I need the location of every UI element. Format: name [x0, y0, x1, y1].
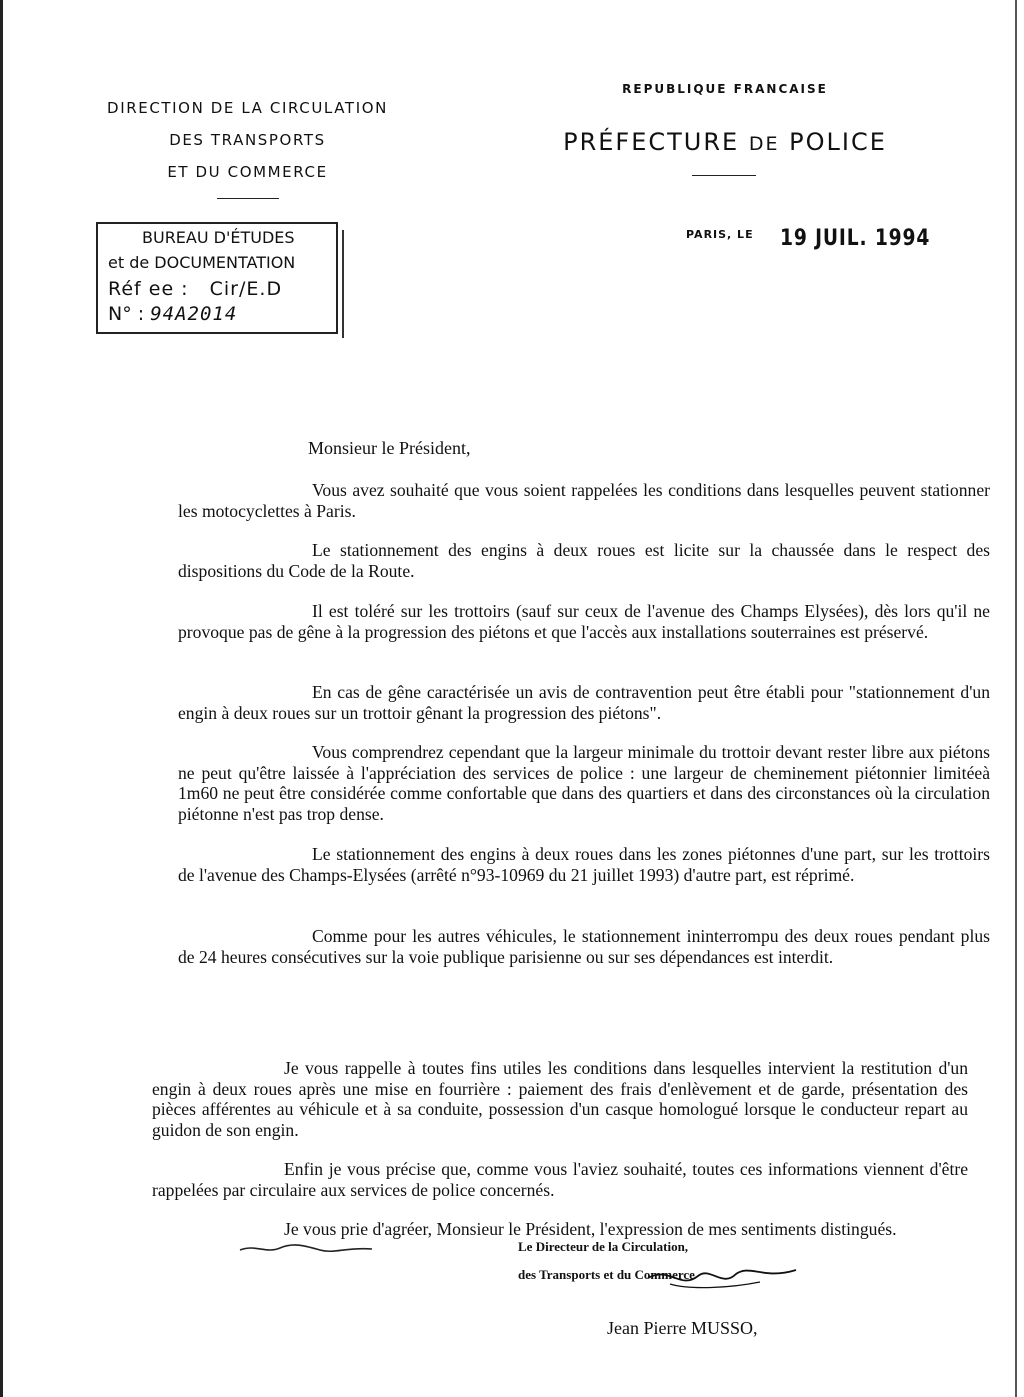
closing-flourish	[236, 1238, 376, 1256]
letter-date: 19 JUIL. 1994	[780, 226, 931, 251]
date-label: PARIS, LE	[686, 228, 754, 241]
paragraph-8	[152, 1058, 968, 1140]
paragraph-4	[178, 682, 990, 723]
paragraph-3-text: Il est toléré sur les trottoirs (sauf sur ceux de l'avenue des Champs Elysées), dès lors qu'il ne provoque pas de gêne à la progression des piétons et que l'accès aux installations souterraines est préservé.	[178, 601, 990, 642]
signatory-title-1: Le Directeur de la Circulation,	[518, 1239, 689, 1254]
prefecture-title	[520, 128, 930, 156]
paragraph-5	[178, 742, 990, 824]
stamp-no-value: 94A2014	[150, 303, 238, 325]
paragraph-4-text: En cas de gêne caractérisée un avis de contravention peut être établi pour "stationnement d'un engin à deux roues sur un trottoir gênant la progression des piétons".	[178, 682, 990, 723]
issuing-department	[70, 92, 425, 199]
signatory-name: Jean Pierre MUSSO,	[607, 1318, 758, 1338]
department-rule	[217, 198, 279, 199]
department-line-1: DIRECTION DE LA CIRCULATION	[107, 99, 388, 117]
stamp-reference	[108, 278, 328, 303]
stamp-number	[108, 303, 328, 328]
police-word: POLICE	[789, 128, 887, 156]
republic-header: REPUBLIQUE FRANCAISE	[622, 82, 828, 96]
signatory-title-2: des Transports et du Commerce	[518, 1267, 695, 1282]
prefecture-rule	[692, 175, 756, 176]
paragraph-9-text: Enfin je vous précise que, comme vous l'aviez souhaité, toutes ces informations viennent d'être rappelées par circulaire aux services de police concernés.	[152, 1159, 968, 1200]
paragraph-7	[178, 926, 990, 967]
paragraph-7-text: Comme pour les autres véhicules, le stationnement ininterrompu des deux roues pendant plus de 24 heures consécutives sur la voie publique parisienne ou sur ses dépendances est interdit.	[178, 926, 990, 967]
stamp-ref-value: Cir/E.D	[209, 278, 283, 300]
stamp-office: BUREAU D'ÉTUDES	[142, 228, 295, 247]
stamp-shadow	[336, 230, 344, 338]
paragraph-3	[178, 601, 990, 642]
paragraph-1-text: Vous avez souhaité que vous soient rappelées les conditions dans lesquelles peuvent stationner les motocyclettes à Paris.	[178, 480, 990, 521]
paragraph-9	[152, 1159, 968, 1200]
department-line-3: ET DU COMMERCE	[167, 163, 328, 181]
prefecture-word: PRÉFECTURE	[563, 128, 740, 156]
stamp-no-label: N° :	[108, 303, 145, 325]
paragraph-1	[178, 480, 990, 521]
stamp-office-2: et de DOCUMENTATION	[108, 253, 296, 272]
stamp-ref-label: Réf ee :	[108, 278, 189, 300]
paragraph-5-text: Vous comprendrez cependant que la largeur minimale du trottoir devant rester libre aux piétons ne peut qu'être laissée à l'appréciation des services de police : une largeur de cheminement piétonnier limitéeà 1m60 ne peut être considérée comme confortable que dans des quartiers et dans des circonstances où la circulation piétonne n'est pas trop dense.	[178, 742, 990, 824]
department-line-2: DES TRANSPORTS	[169, 131, 326, 149]
prefecture-de: DE	[748, 133, 780, 155]
paragraph-8-text: Je vous rappelle à toutes fins utiles les conditions dans lesquelles intervient la restitution d'un engin à deux roues après une mise en fourrière : paiement des frais d'enlèvement et de garde, présentation des pièces afférentes au véhicule et à sa conduite, possession d'un casque homologué lorsque le conducteur repart au guidon de son engin.	[152, 1058, 968, 1140]
paragraph-2-text: Le stationnement des engins à deux roues est licite sur la chaussée dans le respect des dispositions du Code de la Route.	[178, 540, 990, 581]
paragraph-2	[178, 540, 990, 581]
reference-stamp	[96, 222, 338, 334]
handwritten-signature	[640, 1260, 800, 1296]
paragraph-6-text: Le stationnement des engins à deux roues dans les zones piétonnes d'une part, sur les trottoirs de l'avenue des Champs-Elysées (arrêté n°93-10969 du 21 juillet 1993) d'autre part, est réprimé.	[178, 844, 990, 885]
paragraph-6	[178, 844, 990, 885]
salutation: Monsieur le Président,	[308, 438, 471, 458]
paragraph-closing-text: Je vous prie d'agréer, Monsieur le Président, l'expression de mes sentiments distingués.	[284, 1219, 897, 1239]
